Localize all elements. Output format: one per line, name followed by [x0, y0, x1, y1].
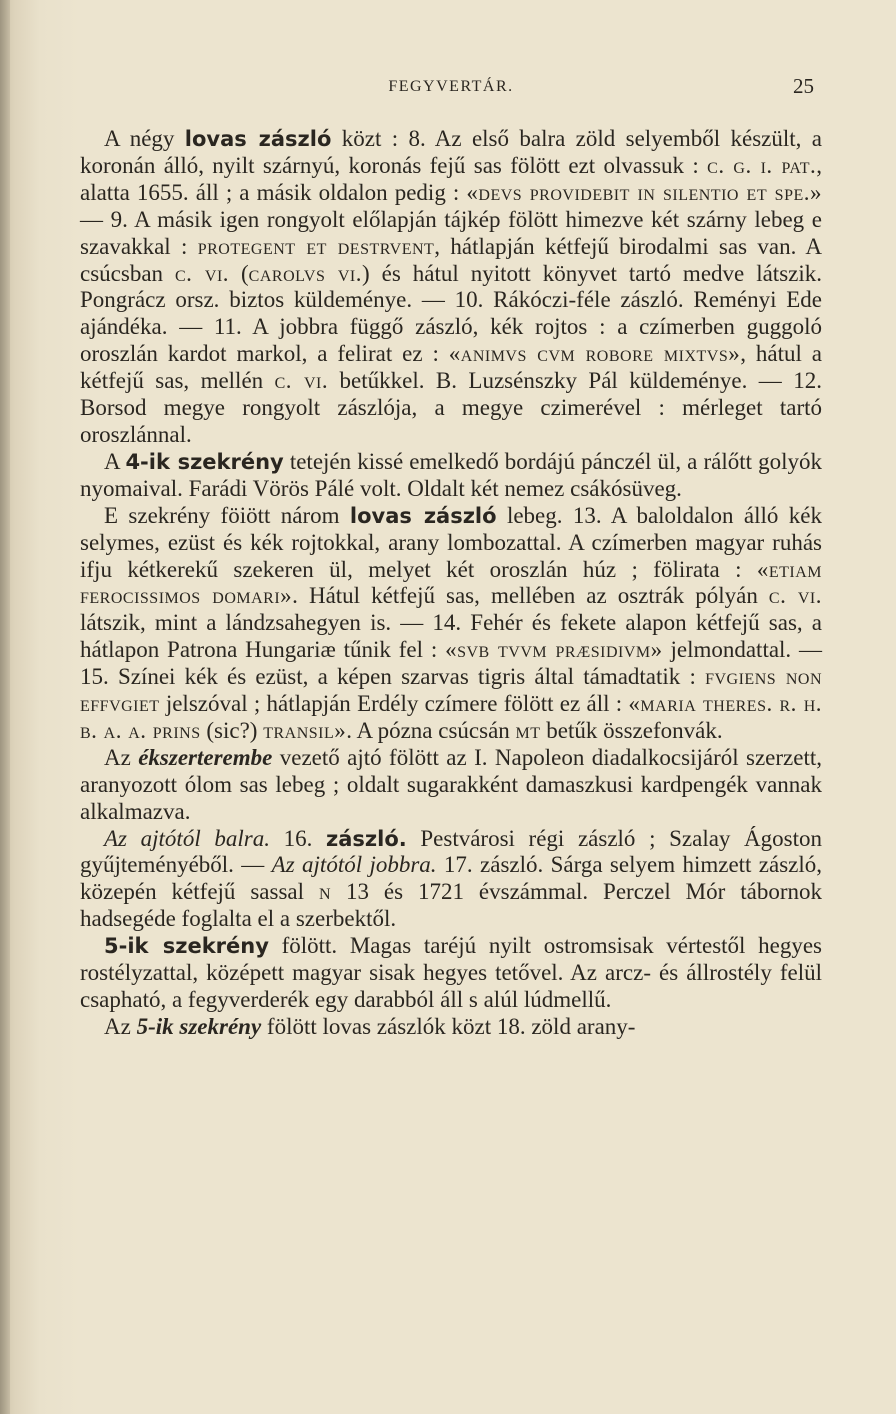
- text-emphasis: «animvs cvm robore mixtvs»: [448, 341, 741, 367]
- paragraph: [80, 449, 822, 503]
- running-title: FEGYVERTÁR.: [388, 78, 514, 95]
- text-emphasis: 5-ik szekrény: [104, 934, 269, 959]
- text-run: fölött. Magas taréjú nyilt ostromsisak vértestől hegyes rostélyzattal, középett magyar sisak hegyes tetővel. Az arcz- és állrostély felül csapható, a fegyverderék egy darabból áll s alúl lúdmellű.: [80, 933, 822, 1012]
- text-emphasis: «maria theres. r. h. b. a. a. prins: [80, 691, 822, 743]
- text-run: . Hátul kétfejű sas, mellében az osztrák pólyán: [292, 583, 769, 609]
- text-run: Az: [104, 1013, 137, 1039]
- text-run: betűkkel. B. Luzsénszky Pál küldeménye. — 12. Borsod megye rongyolt zászlója, a megye czimerével : mérleget tartó oroszlánnal.: [80, 368, 822, 447]
- text-run: — 9. A másik igen rongyolt előlapján tájkép fölött himezve két szárny lebeg e szavakkal :: [80, 206, 822, 259]
- text-run: jelmondattal. — 15. Színei kék és ezüst, a képen szarvas tigris által támadtatik :: [80, 637, 823, 690]
- text-run: , hátlapján kétfejű birodalmi sas van. A csúcsban: [80, 233, 822, 286]
- text-run: (sic?): [200, 717, 264, 743]
- text-emphasis: mt: [515, 717, 541, 743]
- text-emphasis: carolvs vi.: [248, 260, 362, 286]
- text-emphasis: «devs providebit in silentio et spe.»: [466, 179, 822, 205]
- text-run: 16.: [269, 825, 326, 851]
- text-emphasis: protegent et destrvent: [197, 233, 435, 259]
- text-emphasis: c. vi.: [274, 368, 329, 394]
- paragraph: [80, 933, 822, 1014]
- text-emphasis: lovas zászló: [184, 127, 332, 151]
- text-emphasis: c. vi.: [175, 260, 230, 286]
- page-spine-shadow: [0, 0, 10, 1414]
- text-emphasis: lovas zászló: [349, 503, 497, 528]
- paragraph: [80, 826, 822, 934]
- text-emphasis: ékszerterembe: [138, 744, 273, 770]
- text-run: , alatta 1655. áll ; a másik oldalon pedig :: [80, 152, 822, 205]
- text-run: fölött lovas zászlók közt 18. zöld arany-: [261, 1013, 636, 1039]
- text-emphasis: n: [318, 879, 332, 905]
- text-run: lebeg. 13. A baloldalon álló kék selymes, ezüst és kék rojtokkal, arany lombozattal. A czímerben magyar ruhás ifju kétkerekű szekeren ül, melyet két oroszlán húz ; fölirata :: [80, 502, 822, 582]
- text-run: (: [229, 260, 249, 286]
- body-text: [80, 126, 822, 1041]
- text-run: Pestvárosi régi zászló ; Szalay Ágoston gyűjteményéből. —: [80, 825, 823, 878]
- text-emphasis: «etiam ferocissimos domari»: [80, 556, 822, 609]
- text-run: , hátul a kétfejű sas, mellén: [80, 341, 823, 394]
- text-emphasis: transil»: [263, 717, 347, 743]
- text-run: Az: [104, 744, 139, 770]
- paragraph: [80, 1014, 822, 1041]
- paragraph: [80, 126, 822, 449]
- text-emphasis: «svb tvvm præsidivm»: [445, 637, 663, 663]
- text-run: 17. zászló. Sárga selyem himzett zászló, közepén kétfejű sassal: [80, 852, 823, 905]
- paragraph: [80, 745, 822, 826]
- text-run: . A pózna csúcsán: [346, 717, 516, 743]
- text-run: közt : 8. Az első balra zöld selyemből készült, a koronán álló, nyilt szárnyú, koronás fejű sas fölött ezt olvassuk :: [80, 126, 822, 178]
- text-emphasis: c. g. i. pat.: [707, 152, 817, 178]
- text-emphasis: zászló.: [326, 826, 407, 851]
- text-run: 13 és 1721 évszámmal. Perczel Mór tábornok hadsegéde foglalta el a szerbektől.: [80, 879, 822, 932]
- text-run: A négy: [104, 126, 185, 151]
- text-emphasis: Az ajtótól balra.: [104, 825, 270, 851]
- text-run: E szekrény föiött nárom: [104, 502, 350, 528]
- text-run: A: [104, 448, 126, 474]
- page-header: [80, 74, 822, 104]
- text-emphasis: 4-ik szekrény: [125, 449, 284, 474]
- text-run: betűk összefonvák.: [540, 717, 723, 743]
- page-number: 25: [793, 74, 814, 98]
- text-emphasis: Az ajtótól jobbra.: [271, 852, 437, 878]
- text-emphasis: c. vi.: [768, 583, 822, 609]
- text-emphasis: 5-ik szekrény: [136, 1013, 262, 1039]
- text-run: ) és hátul nyitott könyvet tartó medve látszik. Pongrácz orsz. biztos küldeménye. — 10. Rákóczi-féle zászló. Reményi Ede ajándéka. — 11. A jobbra függő zászló, kék rojtos : a czímerben guggoló oroszlán kardot markol, a felirat ez :: [80, 260, 823, 367]
- text-run: tetején kissé emelkedő bordájú pánczél ül, a rálőtt golyók nyomaival. Farádi Vörös Pálé volt. Oldalt két nemez csákósüveg.: [80, 448, 822, 501]
- text-run: látszik, mint a lándzsahegyen is. — 14. Fehér és fekete alapon kétfejű sas, a hátlapon Patrona Hungariæ tűnik fel :: [80, 610, 822, 663]
- text-run: jelszóval ; hátlapján Erdély czímere fölött ez áll :: [159, 691, 629, 717]
- text-emphasis: fvgiens non effvgiet: [80, 664, 822, 717]
- text-run: vezető ajtó fölött az I. Napoleon diadalkocsijáról szerzett, aranyozott ólom sas lebeg ; oldalt sugarakként damaszkusi kardpengék vannak alkalmazva.: [80, 744, 822, 824]
- paragraph: [80, 503, 822, 745]
